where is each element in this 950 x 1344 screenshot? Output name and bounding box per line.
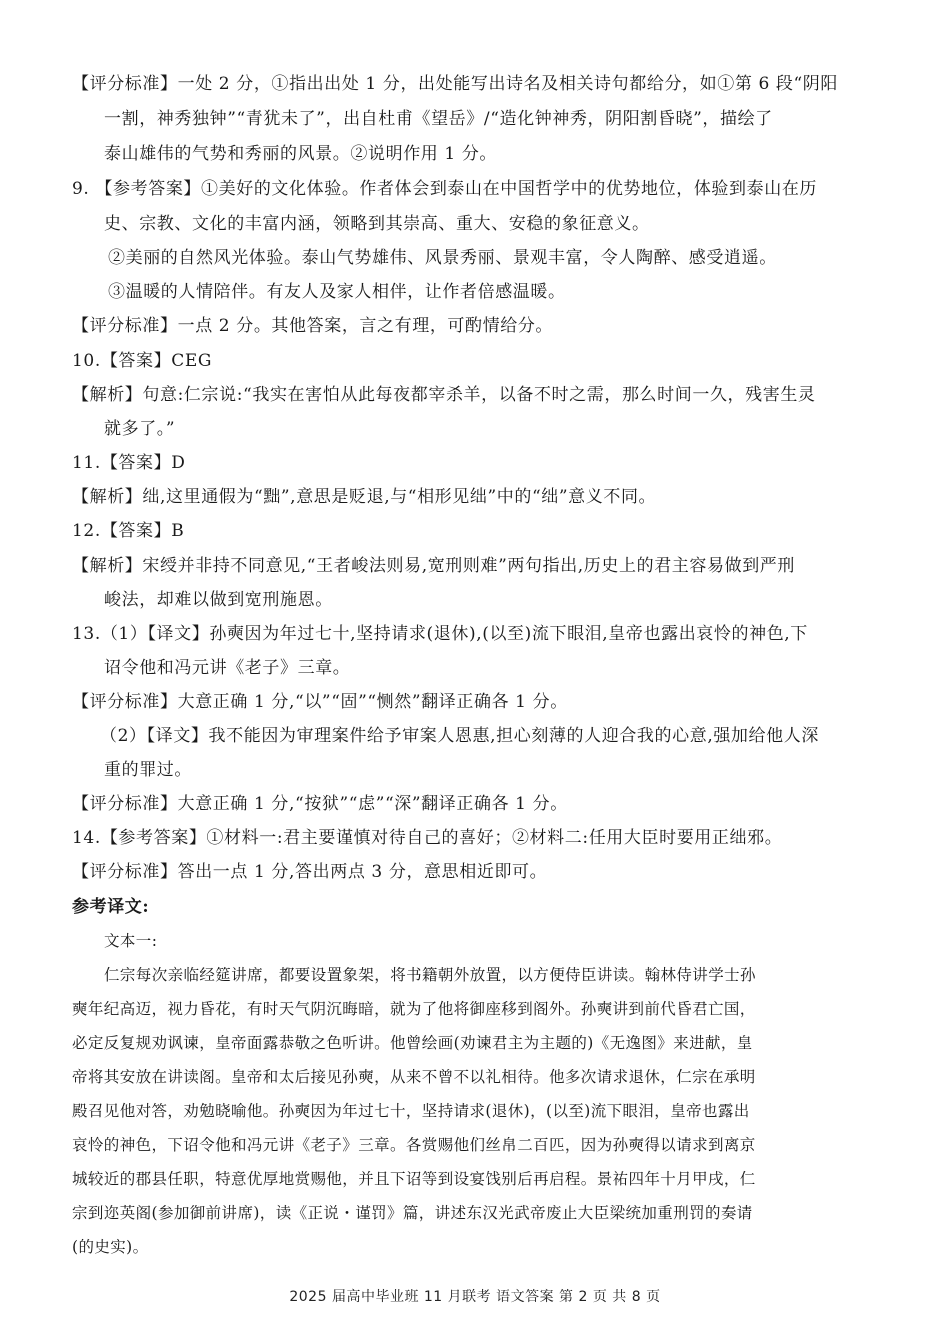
translation-13-1: 13.（1）【译文】孙奭因为年过七十,坚持请求(退休),(以至)流下眼泪,皇帝也露出哀怜的神色,下 (72, 624, 808, 644)
text-line: ②美丽的自然风光体验。泰山气势雄伟、风景秀丽、景观丰富，令人陶醉、感受逍遥。 (108, 248, 777, 268)
reference-translation-heading: 参考译文: (72, 897, 150, 917)
translation-paragraph-line: 城较近的郡县任职，特意优厚地赏赐他，并且下诏等到设宴饯别后再启程。景祐四年十月甲戌，仁 (72, 1170, 756, 1188)
translation-paragraph-line: 奭年纪高迈，视力昏花，有时天气阴沉晦暗，就为了他将御座移到阁外。孙奭讲到前代昏君亡国， (72, 1000, 756, 1018)
answer-10: 10.【答案】CEG (72, 351, 213, 371)
text-line: 史、宗教、文化的丰富内涵，领略到其崇高、重大、安稳的象征意义。 (104, 214, 650, 234)
answer-11: 11.【答案】D (72, 453, 186, 473)
text-line: 峻法，却难以做到宽刑施恩。 (104, 590, 333, 610)
text-one-heading: 文本一: (104, 932, 158, 950)
text-line: 诏令他和冯元讲《老子》三章。 (104, 658, 351, 678)
scoring-criteria-13-2: 【评分标准】大意正确 1 分,“按狱”“虑”“深”翻译正确各 1 分。 (72, 794, 568, 814)
translation-paragraph-line: 宗到迩英阁(参加御前讲席)，读《正说・谨罚》篇，讲述东汉光武帝废止大臣梁统加重刑罚的奏请 (72, 1204, 753, 1222)
answer-14: 14.【参考答案】①材料一:君主要谨慎对待自己的喜好；②材料二:任用大臣时要用正绌邪。 (72, 828, 783, 848)
translation-13-2: （2）【译文】我不能因为审理案件给予审案人恩惠,担心刻薄的人迎合我的心意,强加给他人深 (100, 726, 819, 746)
translation-paragraph-line: 哀怜的神色，下诏令他和冯元讲《老子》三章。各赏赐他们丝帛二百匹，因为孙奭得以请求到离京 (72, 1136, 756, 1154)
answer-9: 9. 【参考答案】①美好的文化体验。作者体会到泰山在中国哲学中的优势地位，体验到泰山在历 (72, 179, 818, 199)
page-footer: 2025 届高中毕业班 11 月联考 语文答案 第 2 页 共 8 页 (289, 1289, 661, 1305)
text-line: ③温暖的人情陪伴。有友人及家人相伴，让作者倍感温暖。 (108, 282, 566, 302)
answer-12: 12.【答案】B (72, 521, 185, 541)
scoring-criteria-8: 【评分标准】一处 2 分，①指出出处 1 分，出处能写出诗名及相关诗句都给分，如①第 6 段“阴阳 (72, 74, 838, 94)
analysis-10: 【解析】句意:仁宗说:“我实在害怕从此每夜都宰杀羊，以备不时之需，那么时间一久，残害生灵 (72, 385, 816, 405)
text-line: 重的罪过。 (104, 760, 192, 780)
text-line: 一割，神秀独钟”“青犹未了”，出自杜甫《望岳》/“造化钟神秀，阴阳割昏晓”，描绘了 (104, 109, 773, 129)
scoring-criteria-14: 【评分标准】答出一点 1 分,答出两点 3 分，意思相近即可。 (72, 862, 548, 882)
translation-paragraph-line: 必定反复规劝讽谏，皇帝面露恭敬之色听讲。他曾绘画(劝谏君主为主题的)《无逸图》来进献，皇 (72, 1034, 753, 1052)
analysis-11: 【解析】绌,这里通假为“黜”,意思是贬退,与“相形见绌”中的“绌”意义不同。 (72, 487, 657, 507)
text-line: 就多了。” (104, 419, 176, 439)
translation-paragraph-line: 帝将其安放在讲读阁。皇帝和太后接见孙奭，从来不曾不以礼相待。他多次请求退休，仁宗在承明 (72, 1068, 756, 1086)
scoring-criteria-13-1: 【评分标准】大意正确 1 分,“以”“固”“恻然”翻译正确各 1 分。 (72, 692, 568, 712)
scoring-criteria-9: 【评分标准】一点 2 分。其他答案，言之有理，可酌情给分。 (72, 316, 554, 336)
analysis-12: 【解析】宋绶并非持不同意见,“王者峻法则易,宽刑则难”两句指出,历史上的君主容易做到严刑 (72, 556, 795, 576)
translation-paragraph-line: (的史实)。 (72, 1238, 149, 1256)
translation-paragraph-line: 殿召见他对答，劝勉晓喻他。孙奭因为年过七十，坚持请求(退休)，(以至)流下眼泪，皇帝也露出 (72, 1102, 750, 1120)
translation-paragraph-line: 仁宗每次亲临经筵讲席，都要设置象架，将书籍朝外放置，以方便侍臣讲读。翰林侍讲学士孙 (104, 966, 756, 984)
text-line: 泰山雄伟的气势和秀丽的风景。②说明作用 1 分。 (104, 144, 498, 164)
